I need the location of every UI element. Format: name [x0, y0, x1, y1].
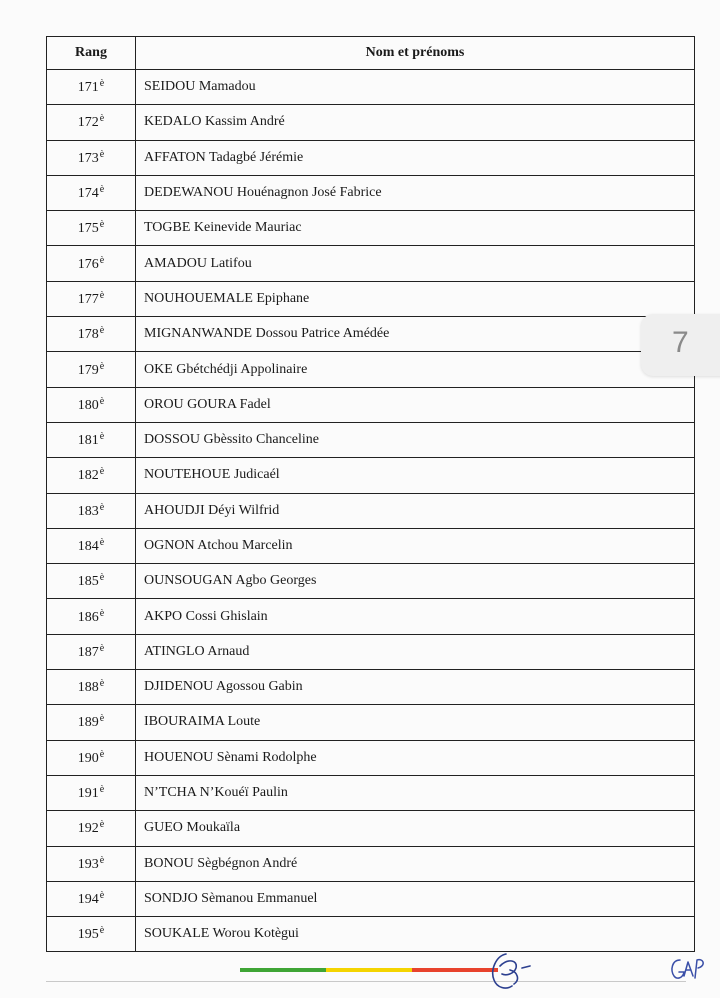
rank-suffix: è — [99, 925, 105, 937]
rank-number: 172 — [77, 115, 99, 131]
table-row — [47, 634, 695, 669]
table-row — [47, 740, 695, 775]
rank-number: 181 — [77, 433, 99, 449]
rank-number: 195 — [77, 927, 99, 943]
rank-number: 174 — [77, 186, 99, 202]
rank-number: 186 — [77, 609, 99, 625]
rank-suffix: è — [99, 678, 105, 690]
rank-suffix: è — [99, 854, 105, 866]
table-row — [47, 775, 695, 810]
rank-suffix: è — [99, 184, 105, 196]
table-row — [47, 493, 695, 528]
name-cell: MIGNANWANDE Dossou Patrice Amédée — [136, 317, 695, 352]
rank-number: 190 — [77, 750, 99, 766]
name-cell: N’TCHA N’Kouéï Paulin — [136, 775, 695, 810]
rank-cell — [47, 175, 136, 210]
rank-suffix: è — [99, 466, 105, 478]
table-row — [47, 811, 695, 846]
rank-cell — [47, 352, 136, 387]
name-cell: AHOUDJI Déyi Wilfrid — [136, 493, 695, 528]
rank-number: 180 — [77, 397, 99, 413]
name-cell: GUEO Moukaïla — [136, 811, 695, 846]
ranking-table — [46, 36, 695, 952]
rank-cell — [47, 811, 136, 846]
rank-number: 193 — [77, 856, 99, 872]
name-column-header: Nom et prénoms — [136, 37, 695, 70]
rank-suffix: è — [99, 713, 105, 725]
rank-number: 182 — [77, 468, 99, 484]
table-row — [47, 211, 695, 246]
table-row — [47, 917, 695, 952]
table-row — [47, 175, 695, 210]
name-cell: SONDJO Sèmanou Emmanuel — [136, 881, 695, 916]
rank-suffix: è — [99, 254, 105, 266]
rank-cell — [47, 211, 136, 246]
rank-number: 179 — [77, 362, 99, 378]
paraph-signature — [484, 948, 544, 994]
rank-cell — [47, 599, 136, 634]
rank-number: 183 — [77, 503, 99, 519]
rank-suffix: è — [99, 219, 105, 231]
name-cell: AFFATON Tadagbé Jérémie — [136, 140, 695, 175]
table-row — [47, 105, 695, 140]
table-row — [47, 846, 695, 881]
rank-cell — [47, 70, 136, 105]
table-row — [47, 352, 695, 387]
name-cell: OUNSOUGAN Agbo Georges — [136, 564, 695, 599]
rank-cell — [47, 846, 136, 881]
name-cell: DJIDENOU Agossou Gabin — [136, 670, 695, 705]
name-cell: ATINGLO Arnaud — [136, 634, 695, 669]
rank-suffix: è — [99, 148, 105, 160]
table-row — [47, 705, 695, 740]
rank-cell — [47, 705, 136, 740]
name-cell: DEDEWANOU Houénagnon José Fabrice — [136, 175, 695, 210]
rank-suffix: è — [99, 395, 105, 407]
rank-cell — [47, 634, 136, 669]
footer-divider — [46, 981, 686, 982]
rank-suffix: è — [99, 360, 105, 372]
rank-suffix: è — [99, 78, 105, 90]
name-cell: OKE Gbétchédji Appolinaire — [136, 352, 695, 387]
name-cell: KEDALO Kassim André — [136, 105, 695, 140]
rank-suffix: è — [99, 607, 105, 619]
rank-column-header: Rang — [47, 37, 136, 70]
rank-suffix: è — [99, 642, 105, 654]
rank-number: 171 — [77, 80, 99, 96]
name-cell: SOUKALE Worou Kotègui — [136, 917, 695, 952]
table-header-row — [47, 37, 695, 70]
rank-cell — [47, 140, 136, 175]
name-cell: NOUTEHOUE Judicaél — [136, 458, 695, 493]
rank-suffix: è — [99, 289, 105, 301]
rank-suffix: è — [99, 325, 105, 337]
table-row — [47, 881, 695, 916]
rank-suffix: è — [99, 501, 105, 513]
table-row — [47, 140, 695, 175]
rank-suffix: è — [99, 748, 105, 760]
rank-number: 194 — [77, 891, 99, 907]
flag-stripe-yellow — [326, 968, 412, 972]
rank-suffix: è — [99, 784, 105, 796]
table-row — [47, 458, 695, 493]
rank-cell — [47, 317, 136, 352]
rank-suffix: è — [99, 113, 105, 125]
rank-cell — [47, 740, 136, 775]
rank-cell — [47, 528, 136, 563]
initials-signature — [668, 954, 708, 984]
rank-suffix: è — [99, 889, 105, 901]
table-row — [47, 528, 695, 563]
rank-cell — [47, 493, 136, 528]
name-cell: AMADOU Latifou — [136, 246, 695, 281]
table-row — [47, 670, 695, 705]
rank-number: 173 — [77, 150, 99, 166]
rank-suffix: è — [99, 819, 105, 831]
rank-suffix: è — [99, 431, 105, 443]
rank-cell — [47, 670, 136, 705]
name-cell: SEIDOU Mamadou — [136, 70, 695, 105]
rank-number: 176 — [77, 256, 99, 272]
rank-cell — [47, 281, 136, 316]
name-cell: TOGBE Keinevide Mauriac — [136, 211, 695, 246]
rank-suffix: è — [99, 537, 105, 548]
name-cell: NOUHOUEMALE Epiphane — [136, 281, 695, 316]
rank-number: 177 — [77, 291, 99, 307]
rank-cell — [47, 246, 136, 281]
table-body — [47, 70, 695, 952]
rank-number: 178 — [77, 327, 99, 343]
table-row — [47, 422, 695, 457]
table-row — [47, 246, 695, 281]
table-row — [47, 317, 695, 352]
table-row — [47, 599, 695, 634]
name-cell: IBOURAIMA Loute — [136, 705, 695, 740]
page-number: 7 — [672, 326, 689, 359]
table-row — [47, 281, 695, 316]
name-cell: OGNON Atchou Marcelin — [136, 528, 695, 563]
rank-suffix: è — [99, 572, 105, 584]
rank-cell — [47, 881, 136, 916]
name-cell: BONOU Sègbégnon André — [136, 846, 695, 881]
name-cell: AKPO Cossi Ghislain — [136, 599, 695, 634]
rank-number: 184 — [77, 539, 99, 554]
rank-cell — [47, 917, 136, 952]
table-row — [47, 564, 695, 599]
rank-number: 188 — [77, 680, 99, 696]
rank-number: 187 — [77, 644, 99, 660]
name-cell: DOSSOU Gbèssito Chanceline — [136, 422, 695, 457]
rank-cell — [47, 387, 136, 422]
rank-cell — [47, 564, 136, 599]
table-row — [47, 387, 695, 422]
name-cell: OROU GOURA Fadel — [136, 387, 695, 422]
rank-number: 192 — [77, 821, 99, 837]
flag-stripe-green — [240, 968, 326, 972]
rank-number: 185 — [77, 574, 99, 590]
rank-number: 191 — [77, 786, 99, 802]
name-cell: HOUENOU Sènami Rodolphe — [136, 740, 695, 775]
rank-number: 175 — [77, 221, 99, 237]
rank-cell — [47, 422, 136, 457]
rank-cell — [47, 458, 136, 493]
table-row — [47, 70, 695, 105]
rank-number: 189 — [77, 715, 99, 731]
rank-cell — [47, 775, 136, 810]
rank-cell — [47, 105, 136, 140]
